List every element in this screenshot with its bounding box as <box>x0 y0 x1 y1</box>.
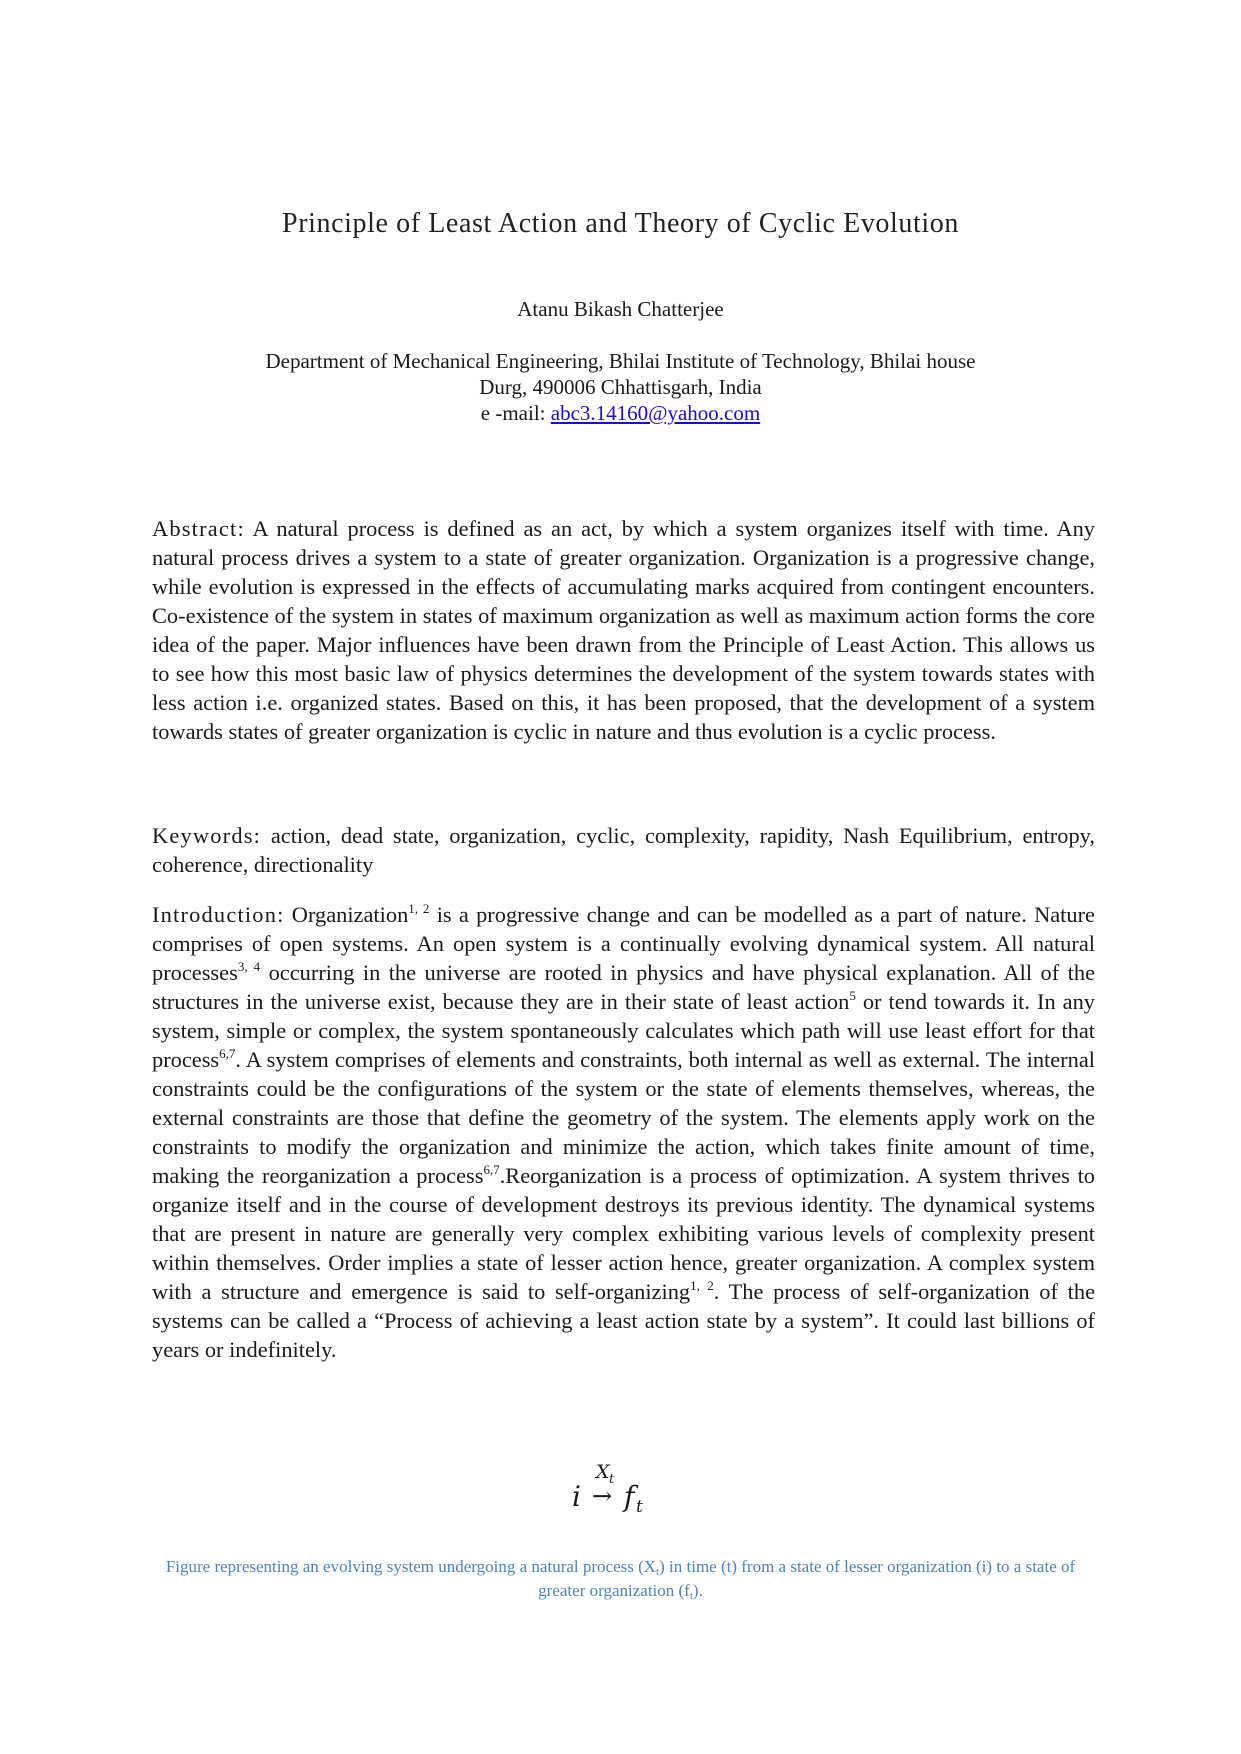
introduction-label: Introduction: <box>152 902 285 927</box>
affiliation-block <box>0 348 1241 426</box>
process-formula <box>0 1458 1241 1518</box>
caption-subscript: t <box>656 1566 660 1578</box>
intro-text-2: is a progressive change and can be modelled as a part of nature. Nature comprises of open systems. An open system is a continually evolving dynamical system. All natural processes <box>152 902 1095 985</box>
formula-initial-state: i <box>572 1480 581 1513</box>
formula-final-state: f <box>624 1480 635 1513</box>
formula-arrow: → <box>592 1482 613 1510</box>
abstract-text: A natural process is defined as an act, by which a system organizes itself with time. Any natural process drives a system to a state of greater organization. Organization is a progressive change, while evolution is expressed in the effects of accumulating marks acquired from contingent encounters. Co-existence of the system in states of maximum organization as well as maximum action forms the core idea of the paper. Major influences have been drawn from the Principle of Least Action. This allows us to see how this most basic law of physics determines the development of the system towards states with less action i.e. organized states. Based on this, it has been proposed, that the development of a system towards states of greater organization is cyclic in nature and thus evolution is a cyclic process. <box>152 516 1095 744</box>
intro-text-5: . A system comprises of elements and constraints, both internal as well as external. The internal constraints could be the configurations of the system or the state of elements themselves, whereas, the external constraints are those that define the geometry of the system. The elements apply work on the constraints to modify the organization and minimize the action, which takes finite amount of time, making the reorganization a process <box>152 1047 1095 1188</box>
formula-process-symbol: X <box>596 1461 610 1483</box>
intro-text-6: .Reorganization is a process of optimization. A system thrives to organize itself and in the course of development destroys its previous identity. The dynamical systems that are present in nature are generally very complex exhibiting various levels of complexity present within themselves. Order implies a state of lesser action hence, greater organization. A complex system with a structure and emergence is said to self-organizing <box>152 1163 1095 1304</box>
intro-text-1: Organization <box>284 902 409 927</box>
email-link[interactable]: abc3.14160@yahoo.com <box>550 401 761 425</box>
citation-ref: 1, 2 <box>408 901 430 916</box>
intro-text-3: occurring in the universe are rooted in physics and have physical explanation. All of the structures in the universe exist, because they are in their state of least action <box>152 960 1096 1014</box>
keywords-label: Keywords: <box>152 823 262 848</box>
caption-subscript: t <box>689 1590 693 1602</box>
author-name: Atanu Bikash Chatterjee <box>517 297 724 321</box>
intro-text-7: . The process of self-organization of the systems can be called a “Process of achieving a least action state by a system”. It could last billions of years or indefinitely. <box>152 1279 1096 1362</box>
caption-text-3: ). <box>692 1581 703 1600</box>
formula-process-subscript: t <box>609 1472 615 1487</box>
introduction-paragraph <box>152 900 1095 1364</box>
citation-ref: 5 <box>849 988 856 1003</box>
abstract-label: Abstract: <box>152 516 245 541</box>
formula-graphic <box>570 1458 690 1518</box>
citation-ref: 6,7 <box>219 1046 236 1061</box>
abstract-paragraph <box>152 514 1095 746</box>
formula-final-subscript: t <box>636 1497 643 1517</box>
intro-text-4: or tend towards it. In any system, simple or complex, the system spontaneously calculates which path will use least effort for that process <box>152 989 1095 1072</box>
paper-title: Principle of Least Action and Theory of Cyclic Evolution <box>282 208 959 239</box>
keywords-paragraph <box>152 821 1095 879</box>
citation-ref: 3, 4 <box>237 959 261 974</box>
citation-ref: 6,7 <box>483 1162 500 1177</box>
affiliation-line-2: Durg, 490006 Chhattisgarh, India <box>479 375 762 399</box>
caption-text-2: ) in time (t) from a state of lesser organization (i) to a state of greater organization (f <box>538 1557 1076 1600</box>
email-line <box>0 400 1241 426</box>
email-prefix: e -mail: <box>480 401 551 425</box>
keywords-text: action, dead state, organization, cyclic, complexity, rapidity, Nash Equilibrium, entropy, coherence, directionality <box>152 823 1095 877</box>
citation-ref: 1, 2 <box>690 1278 714 1293</box>
caption-text-1: Figure representing an evolving system undergoing a natural process (X <box>165 1557 657 1576</box>
affiliation-line-1: Department of Mechanical Engineering, Bhilai Institute of Technology, Bhilai house <box>265 349 976 373</box>
figure-caption <box>150 1555 1091 1603</box>
